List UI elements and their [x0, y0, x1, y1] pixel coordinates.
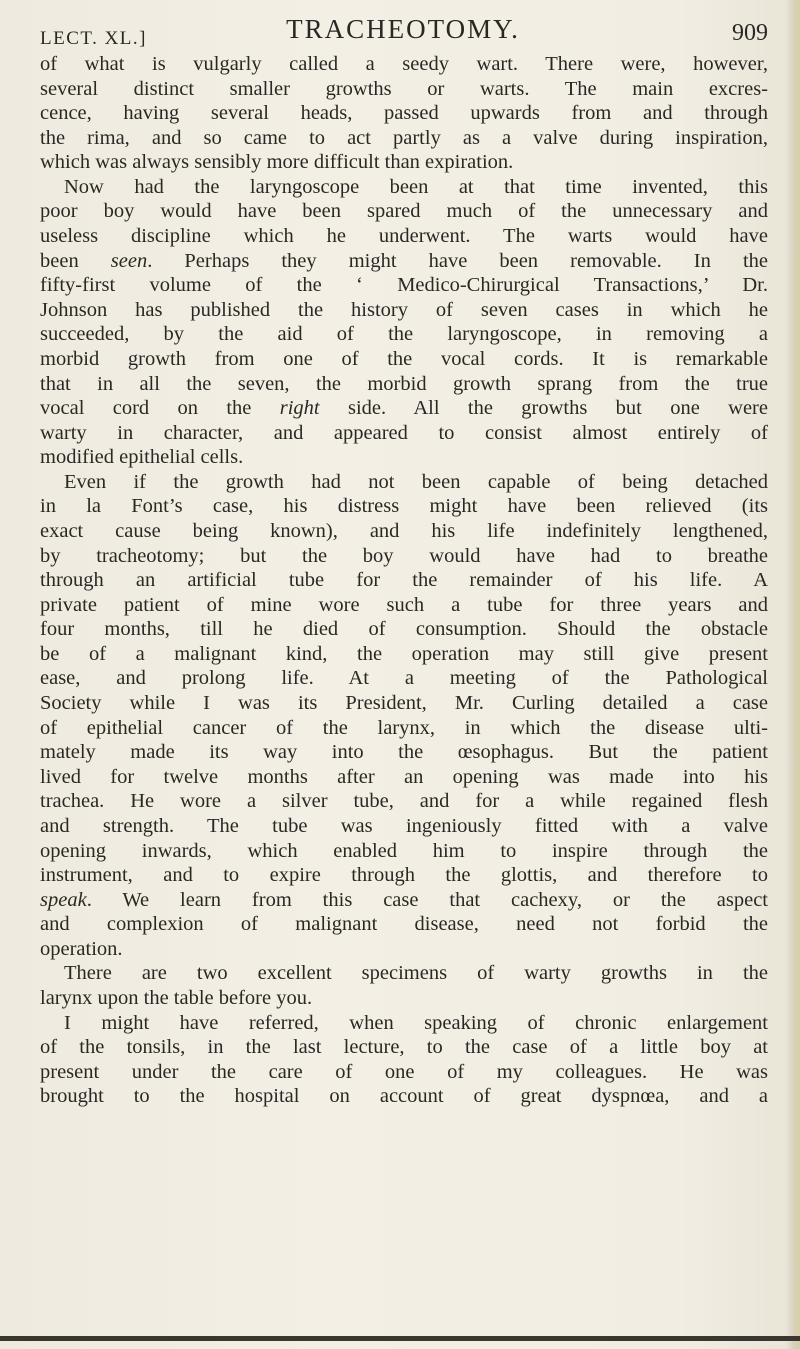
running-header	[38, 8, 768, 52]
text-line: in la Font’s case, his distress might have been relieved (its	[40, 495, 768, 518]
text-line: operation.	[40, 937, 123, 960]
text-line: been seen. Perhaps they might have been removable. In the	[40, 249, 768, 272]
text-line: fifty-first volume of the ‘ Medico-Chirurgical Transactions,’ Dr.	[40, 274, 768, 297]
text-line: Even if the growth had not been capable of being detached	[64, 470, 768, 493]
text-line: that in all the seven, the morbid growth sprang from the true	[40, 372, 768, 395]
text-line: Now had the laryngoscope been at that time invented, this	[64, 175, 768, 198]
text-line: which was always sensibly more difficult than expiration.	[40, 151, 514, 174]
text-line: through an artificial tube for the remainder of his life. A	[40, 569, 768, 592]
bottom-rule	[0, 1336, 800, 1341]
page-edge-shadow	[786, 0, 800, 1349]
page-number: 909	[732, 20, 768, 46]
text-line: vocal cord on the right side. All the growths but one were	[40, 397, 768, 420]
text-line: useless discipline which he underwent. The warts would have	[40, 225, 768, 248]
text-line: Johnson has published the history of seven cases in which he	[40, 298, 768, 321]
text-line: opening inwards, which enabled him to inspire through the	[40, 839, 768, 862]
text-line: larynx upon the table before you.	[40, 986, 313, 1009]
text-line: of what is vulgarly called a seedy wart. There were, however,	[40, 53, 768, 75]
text-line: the rima, and so came to act partly as a valve during inspiration,	[40, 126, 768, 149]
text-line: present under the care of one of my colleagues. He was	[40, 1060, 768, 1083]
body-text	[40, 52, 768, 1109]
text-line: morbid growth from one of the vocal cords. It is remarkable	[40, 347, 768, 370]
text-line: be of a malignant kind, the operation may still give present	[40, 642, 768, 665]
text-line: several distinct smaller growths or warts. The main excres-	[40, 77, 768, 100]
text-line: speak. We learn from this case that cachexy, or the aspect	[40, 888, 768, 911]
text-line: of the tonsils, in the last lecture, to the case of a little boy at	[40, 1036, 768, 1059]
text-line: mately made its way into the œsophagus. But the patient	[40, 741, 768, 764]
lecture-number: LECT. XL.]	[40, 28, 147, 49]
text-line: ease, and prolong life. At a meeting of the Pathological	[40, 667, 768, 690]
text-line: Society while I was its President, Mr. Curling detailed a case	[40, 692, 768, 715]
text-line: There are two excellent specimens of warty growths in the	[64, 962, 768, 985]
text-line: private patient of mine wore such a tube for three years and	[40, 593, 768, 616]
text-line: four months, till he died of consumption. Should the obstacle	[40, 618, 768, 641]
text-line: of epithelial cancer of the larynx, in which the disease ulti-	[40, 716, 768, 739]
text-line: instrument, and to expire through the glottis, and therefore to	[40, 864, 768, 887]
page-title: TRACHEOTOMY.	[286, 14, 520, 44]
text-line: and complexion of malignant disease, need not forbid the	[40, 913, 768, 936]
text-line: brought to the hospital on account of great dyspnœa, and a	[40, 1085, 768, 1108]
text-line: warty in character, and appeared to consist almost entirely of	[40, 421, 768, 444]
text-line: cence, having several heads, passed upwards from and through	[40, 102, 768, 125]
text-line: exact cause being known), and his life indefinitely lengthened,	[40, 519, 768, 542]
text-line: lived for twelve months after an opening was made into his	[40, 765, 768, 788]
text-line: I might have referred, when speaking of chronic enlargement	[64, 1011, 768, 1034]
text-line: trachea. He wore a silver tube, and for a while regained flesh	[40, 790, 768, 813]
text-line: succeeded, by the aid of the laryngoscope, in removing a	[40, 323, 768, 346]
text-line: and strength. The tube was ingeniously fitted with a valve	[40, 814, 768, 837]
text-line: by tracheotomy; but the boy would have had to breathe	[40, 544, 768, 567]
text-line: modified epithelial cells.	[40, 446, 244, 469]
text-line: poor boy would have been spared much of the unnecessary and	[40, 200, 768, 223]
